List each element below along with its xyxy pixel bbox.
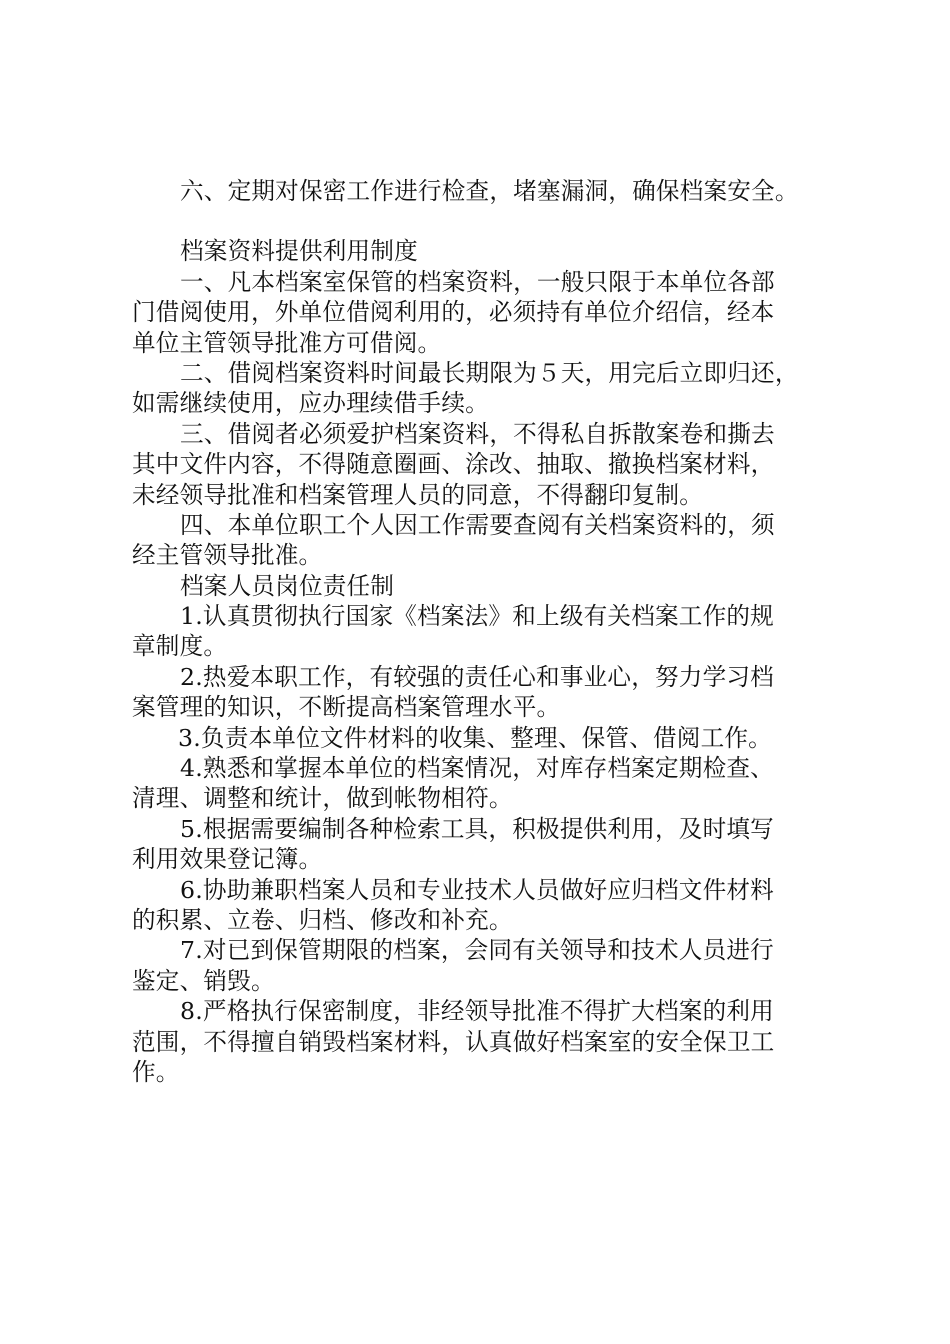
text-line: 四、本单位职工个人因工作需要查阅有关档案资料的，须 xyxy=(180,510,775,539)
text-line: 5.根据需要编制各种检索工具，积极提供利用，及时填写 xyxy=(180,814,774,843)
text-line: 的积累、立卷、归档、修改和补充。 xyxy=(132,905,513,934)
text-line: 8.严格执行保密制度，非经领导批准不得扩大档案的利用 xyxy=(180,997,774,1026)
text-line: 6.协助兼职档案人员和专业技术人员做好应归档文件材料 xyxy=(180,875,774,904)
text-line: 如需继续使用，应办理续借手续。 xyxy=(132,389,489,418)
text-line: 单位主管领导批准方可借阅。 xyxy=(132,328,442,357)
document-body xyxy=(132,176,838,1087)
text-line: 经主管领导批准。 xyxy=(132,541,323,570)
text-line: 档案资料提供利用制度 xyxy=(180,237,418,266)
text-line: 六、定期对保密工作进行检查，堵塞漏洞，确保档案安全。 xyxy=(180,177,799,205)
text-line: 三、借阅者必须爱护档案资料，不得私自拆散案卷和撕去 xyxy=(180,419,775,448)
text-line: 利用效果登记簿。 xyxy=(132,845,323,874)
text-line: 门借阅使用，外单位借阅利用的，必须持有单位介绍信，经本 xyxy=(132,298,775,327)
text-line: 鉴定、销毁。 xyxy=(132,966,275,995)
text-line: 章制度。 xyxy=(132,632,228,661)
text-line: 3.负责本单位文件材料的收集、整理、保管、借阅工作。 xyxy=(178,723,772,752)
text-line: 未经领导批准和档案管理人员的同意，不得翻印复制。 xyxy=(132,480,704,509)
text-line: 一、凡本档案室保管的档案资料，一般只限于本单位各部 xyxy=(180,267,775,296)
text-line: 档案人员岗位责任制 xyxy=(180,571,395,600)
text-line: 其中文件内容，不得随意圈画、涂改、抽取、撤换档案材料， xyxy=(132,450,775,479)
text-line: 1.认真贯彻执行国家《档案法》和上级有关档案工作的规 xyxy=(180,602,774,631)
text-line: 二、借阅档案资料时间最长期限为５天，用完后立即归还， xyxy=(180,358,799,387)
text-line: 7.对已到保管期限的档案，会同有关领导和技术人员进行 xyxy=(180,936,774,965)
text-line: 清理、调整和统计，做到帐物相符。 xyxy=(132,784,513,813)
text-line: 4.熟悉和掌握本单位的档案情况，对库存档案定期检查、 xyxy=(180,754,774,783)
text-line: 范围，不得擅自销毁档案材料，认真做好档案室的安全保卫工 xyxy=(132,1027,775,1056)
text-line: 2.热爱本职工作，有较强的责任心和事业心，努力学习档 xyxy=(180,662,774,691)
text-line: 作。 xyxy=(132,1057,180,1086)
text-line: 案管理的知识，不断提高档案管理水平。 xyxy=(132,693,561,722)
